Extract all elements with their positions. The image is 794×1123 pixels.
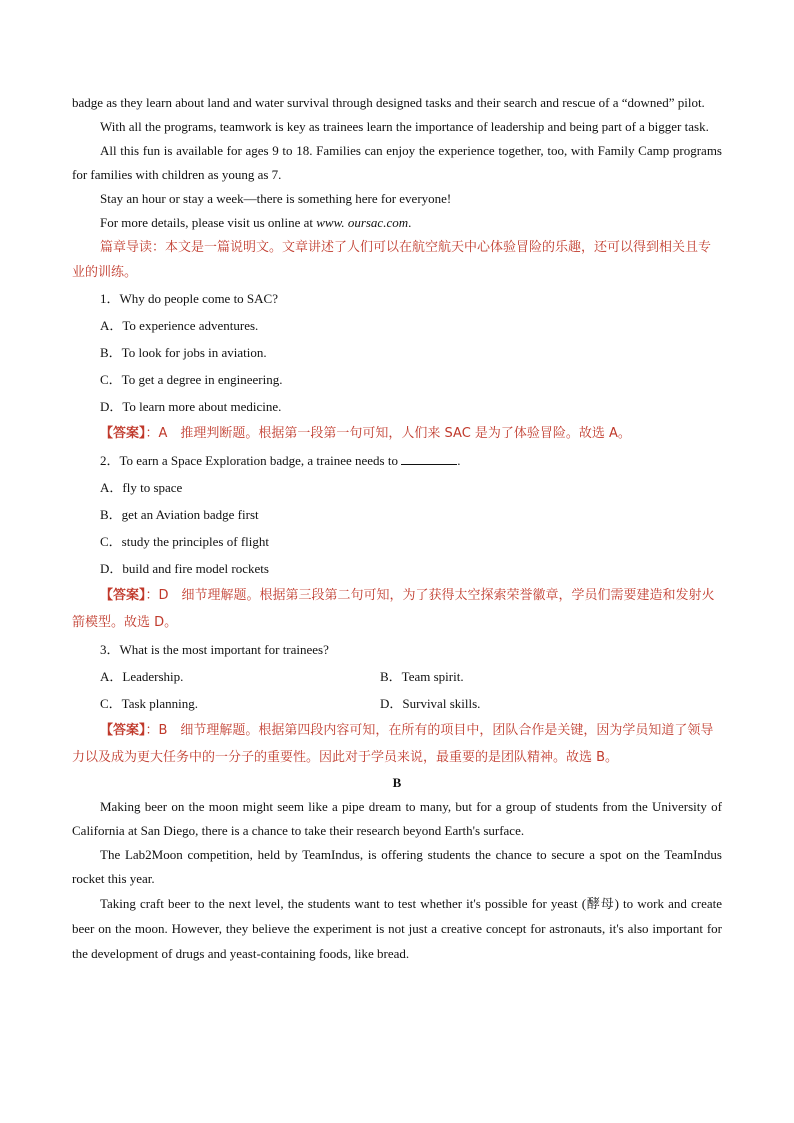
question-1-option-b: B．To look for jobs in aviation. — [100, 345, 267, 360]
paragraph-ages: All this fun is available for ages 9 to 18. Families can enjoy the experience together, too, with Family Camp programs for families with children as young as 7. — [72, 143, 722, 182]
answer-tag: 【答案】 — [100, 426, 146, 441]
question-3-option-a: A．Leadership. — [100, 669, 184, 684]
question-3-option-d: D．Survival skills. — [380, 696, 481, 711]
answer-text: ：D 细节理解题。根据第三段第二句可知，为了获得太空探索荣誉徽章，学员们需要建造和发射火箭模型。故选 D。 — [72, 588, 715, 630]
paragraph-b2: The Lab2Moon competition, held by TeamIndus, is offering students the chance to secure a spot on the TeamIndus rocket this year. — [72, 847, 722, 886]
paragraph-b1: Making beer on the moon might seem like a pipe dream to many, but for a group of students from the University of California at San Diego, there is a chance to take their research beyond Earth's surface. — [72, 799, 722, 838]
answer-tag: 【答案】 — [100, 588, 146, 603]
details-url: www. oursac.com — [316, 215, 409, 230]
question-2-stem — [72, 447, 722, 474]
question-2-stem-suffix: . — [457, 453, 461, 468]
question-1-answer — [72, 420, 722, 447]
question-1-option-c: C．To get a degree in engineering. — [100, 372, 283, 387]
question-3-options-row-2 — [72, 690, 722, 717]
question-2-answer — [72, 582, 722, 636]
answer-text: ：B 细节理解题。根据第四段内容可知，在所有的项目中，团队合作是关键，因为学员知道了领导力以及成为更大任务中的一分子的重要性。因此对于学员来说，最重要的是团队精神。故选 B。 — [72, 723, 714, 765]
question-3-answer — [72, 717, 722, 771]
section-heading-b: B — [392, 775, 402, 790]
details-prefix: For more details, please visit us online at — [100, 215, 317, 230]
paragraph-details — [72, 211, 722, 235]
paragraph-badge-continued: badge as they learn about land and water survival through designed tasks and their search and rescue of a “downed” pilot. — [72, 95, 705, 110]
question-2-option-b: B．get an Aviation badge first — [100, 507, 259, 522]
question-3-options-row-1 — [72, 663, 722, 690]
passage-guide: 篇章导读：本文是一篇说明文。文章讲述了人们可以在航空航天中心体验冒险的乐趣，还可以得到相关且专业的训练。 — [72, 240, 712, 280]
question-3-option-b: B．Team spirit. — [380, 669, 464, 684]
question-3-stem: 3．What is the most important for trainees? — [100, 642, 329, 657]
question-2-option-c: C．study the principles of flight — [100, 534, 269, 549]
question-2-stem-text: 2．To earn a Space Exploration badge, a trainee needs to — [100, 453, 402, 468]
paragraph-teamwork: With all the programs, teamwork is key as trainees learn the importance of leadership and being part of a bigger task. — [100, 119, 709, 134]
question-1-option-d: D．To learn more about medicine. — [100, 399, 282, 414]
answer-blank — [401, 452, 457, 465]
question-3-option-c: C．Task planning. — [100, 696, 199, 711]
answer-tag: 【答案】 — [100, 723, 146, 738]
question-2-option-a: A．fly to space — [100, 480, 183, 495]
answer-text: ：A 推理判断题。根据第一段第一句可知，人们来 SAC 是为了体验冒险。故选 A。 — [145, 426, 631, 441]
details-suffix: . — [408, 215, 412, 230]
question-1-stem: 1．Why do people come to SAC? — [100, 291, 278, 306]
paragraph-stay: Stay an hour or stay a week—there is something here for everyone! — [100, 191, 452, 206]
question-2-option-d: D．build and fire model rockets — [100, 561, 269, 576]
paragraph-b3: Taking craft beer to the next level, the students want to test whether it's possible for yeast (酵母) to work and create beer on the moon. However, they believe the experiment is not just a creative concept for astronauts, it's also important for the development of drugs and yeast-containing foods, like bread. — [72, 896, 722, 961]
document-page — [72, 91, 722, 966]
question-1-option-a: A．To experience adventures. — [100, 318, 259, 333]
